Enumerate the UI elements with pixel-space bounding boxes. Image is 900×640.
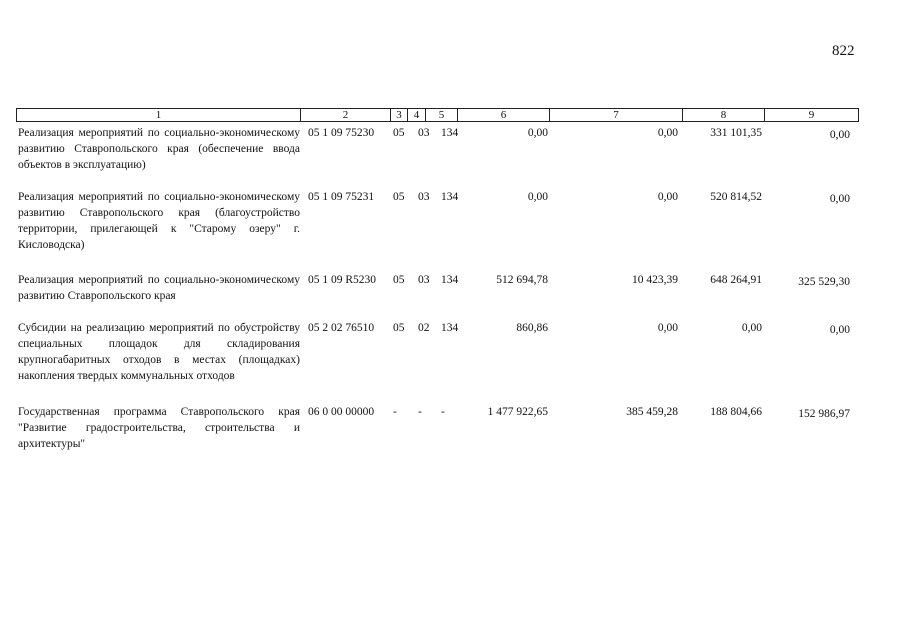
header-col-1: 1 xyxy=(17,109,301,121)
row-value-9: 0,00 xyxy=(829,193,850,205)
row-code: 06 0 00 00000 xyxy=(308,406,375,418)
row-col-3: 05 xyxy=(393,322,405,334)
table-header xyxy=(16,108,859,122)
row-col-4: - xyxy=(418,406,422,418)
header-col-8: 8 xyxy=(683,109,765,121)
row-col-3: - xyxy=(393,406,397,418)
row-value-9: 325 529,30 xyxy=(798,276,850,288)
row-value-7: 10 423,39 xyxy=(632,274,678,286)
row-value-9: 152 986,97 xyxy=(798,408,850,420)
page-number: 822 xyxy=(832,43,855,59)
row-value-6: 1 477 922,65 xyxy=(487,406,548,418)
row-value-7: 0,00 xyxy=(657,191,678,203)
row-code: 05 2 02 76510 xyxy=(308,322,375,334)
header-col-7: 7 xyxy=(550,109,683,121)
row-col-5: 134 xyxy=(441,274,459,286)
row-value-6: 860,86 xyxy=(516,322,548,334)
header-col-6: 6 xyxy=(458,109,550,121)
row-value-9: 0,00 xyxy=(829,324,850,336)
row-value-8: 331 101,35 xyxy=(710,127,762,139)
row-name: Реализация мероприятий по социально-экономическому развитию Ставропольского края (благоустройство территории, прилегающей к "Старому озеру" г. Кисловодска) xyxy=(18,191,300,251)
row-name: Реализация мероприятий по социально-экономическому развитию Ставропольского края (обеспечение ввода объектов в эксплуатацию) xyxy=(18,127,300,171)
row-col-4: 02 xyxy=(418,322,430,334)
row-value-9: 0,00 xyxy=(829,129,850,141)
row-col-3: 05 xyxy=(393,191,405,203)
row-code: 05 1 09 75231 xyxy=(308,191,375,203)
row-value-8: 188 804,66 xyxy=(710,406,762,418)
row-value-8: 520 814,52 xyxy=(710,191,762,203)
row-col-4: 03 xyxy=(418,274,430,286)
row-col-5: - xyxy=(441,406,445,418)
row-code: 05 1 09 75230 xyxy=(308,127,375,139)
row-value-8: 648 264,91 xyxy=(710,274,762,286)
row-name: Субсидии на реализацию мероприятий по обустройству специальных площадок для складирования крупногабаритных отходов в местах (площадках) накопления твердых коммунальных отходов xyxy=(18,322,300,382)
row-value-7: 0,00 xyxy=(657,322,678,334)
row-col-3: 05 xyxy=(393,274,405,286)
row-col-5: 134 xyxy=(441,191,459,203)
row-col-4: 03 xyxy=(418,127,430,139)
row-code: 05 1 09 R5230 xyxy=(308,274,377,286)
row-value-6: 0,00 xyxy=(527,191,548,203)
row-name: Государственная программа Ставропольского края "Развитие градостроительства, строительства и архитектуры" xyxy=(18,406,300,450)
row-col-4: 03 xyxy=(418,191,430,203)
header-col-5: 5 xyxy=(426,109,458,121)
row-value-6: 0,00 xyxy=(527,127,548,139)
row-value-7: 0,00 xyxy=(657,127,678,139)
row-col-3: 05 xyxy=(393,127,405,139)
row-value-6: 512 694,78 xyxy=(496,274,548,286)
header-col-3: 3 xyxy=(391,109,408,121)
row-col-5: 134 xyxy=(441,127,459,139)
header-col-4: 4 xyxy=(408,109,426,121)
row-name: Реализация мероприятий по социально-экономическому развитию Ставропольского края xyxy=(18,274,300,302)
row-value-8: 0,00 xyxy=(741,322,762,334)
row-col-5: 134 xyxy=(441,322,459,334)
row-value-7: 385 459,28 xyxy=(626,406,678,418)
header-col-9: 9 xyxy=(808,109,815,121)
header-col-2: 2 xyxy=(301,109,391,121)
